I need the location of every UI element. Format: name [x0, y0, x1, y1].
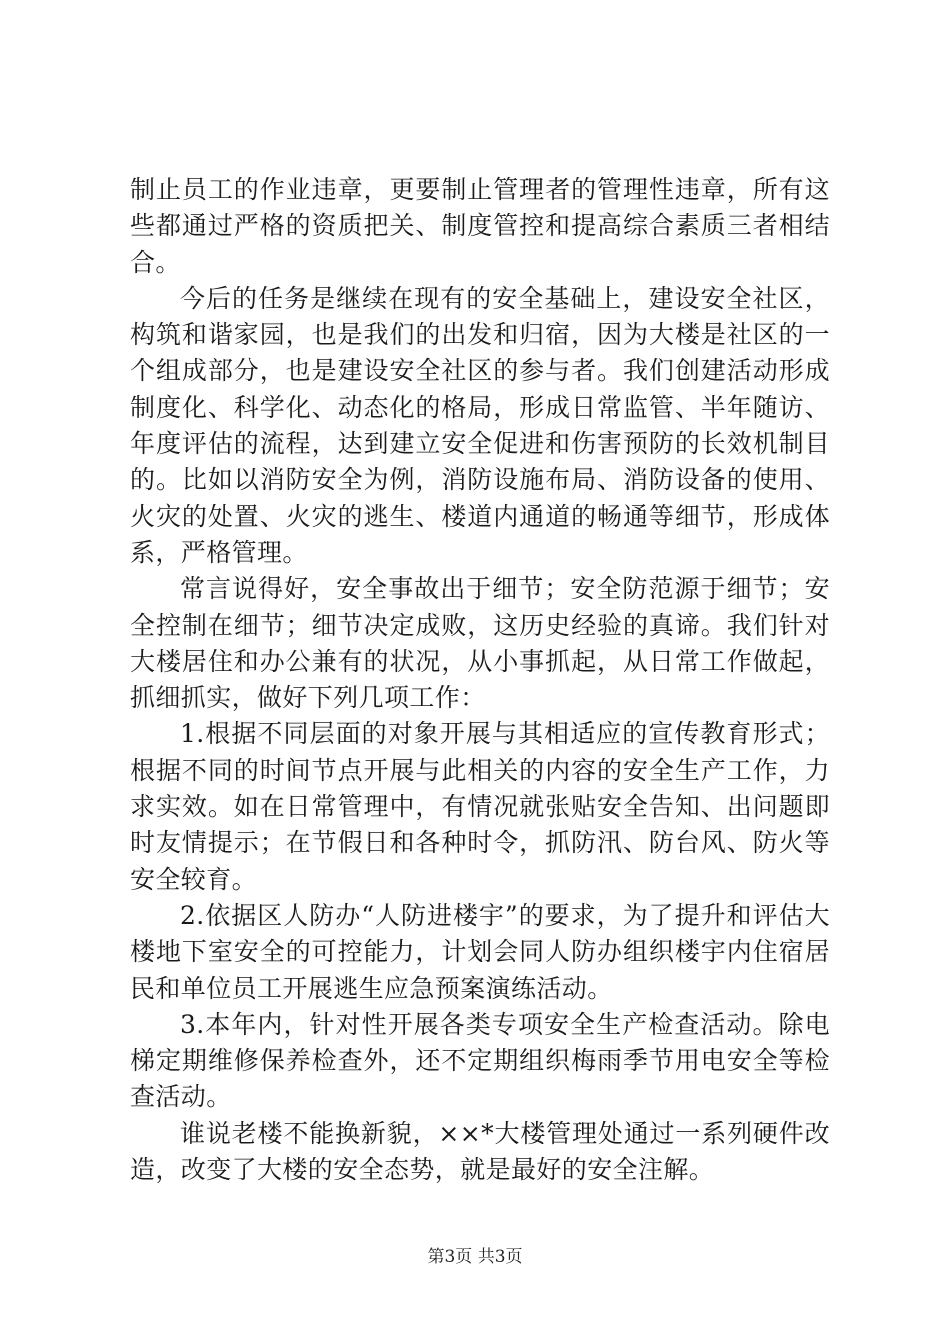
paragraph-future-tasks: 今后的任务是继续在现有的安全基础上，建设安全社区，构筑和谐家园，也是我们的出发和归宿，因为大楼是社区的一个组成部分，也是建设安全社区的参与者。我们创建活动形成制度化、科学化、动态化的格局，形成日常监管、半年随访、年度评估的流程，达到建立安全促进和伤害预防的长效机制目的。比如以消防安全为例，消防设施布局、消防设备的使用、火灾的处置、火灾的逃生、楼道内通道的畅通等细节，形成体系，严格管理。 — [130, 283, 830, 567]
paragraph-details: 常言说得好，安全事故出于细节；安全防范源于细节；安全控制在细节；细节决定成败，这历史经验的真谛。我们针对大楼居住和办公兼有的状况，从小事抓起，从日常工作做起，抓细抓实，做好下列几项工作： — [130, 574, 830, 713]
paragraph-item-1: 1.根据不同层面的对象开展与其相适应的宣传教育形式；根据不同的时间节点开展与此相关的内容的安全生产工作，力求实效。如在日常管理中，有情况就张贴安全告知、出问题即时友情提示；在节假日和各种时令，抓防汛、防台风、防火等安全较育。 — [130, 719, 830, 894]
paragraph-item-2: 2.依据区人防办“人防进楼宇”的要求，为了提升和评估大楼地下室安全的可控能力，计划会同人防办组织楼宇内住宿居民和单位员工开展逃生应急预案演练活动。 — [130, 900, 830, 1003]
paragraph-conclusion: 谁说老楼不能换新貌，××*大楼管理处通过一系列硬件改造，改变了大楼的安全态势，就是最好的安全注解。 — [130, 1118, 830, 1185]
page-number-footer: 第3页 共3页 — [427, 1247, 523, 1267]
document-body — [130, 172, 830, 1188]
paragraph-item-3: 3.本年内，针对性开展各类专项安全生产检查活动。除电梯定期维修保养检查外，还不定期组织梅雨季节用电安全等检查活动。 — [130, 1009, 830, 1112]
paragraph-continuation: 制止员工的作业违章，更要制止管理者的管理性违章，所有这些都通过严格的资质把关、制度管控和提高综合素质三者相结合。 — [130, 175, 830, 277]
